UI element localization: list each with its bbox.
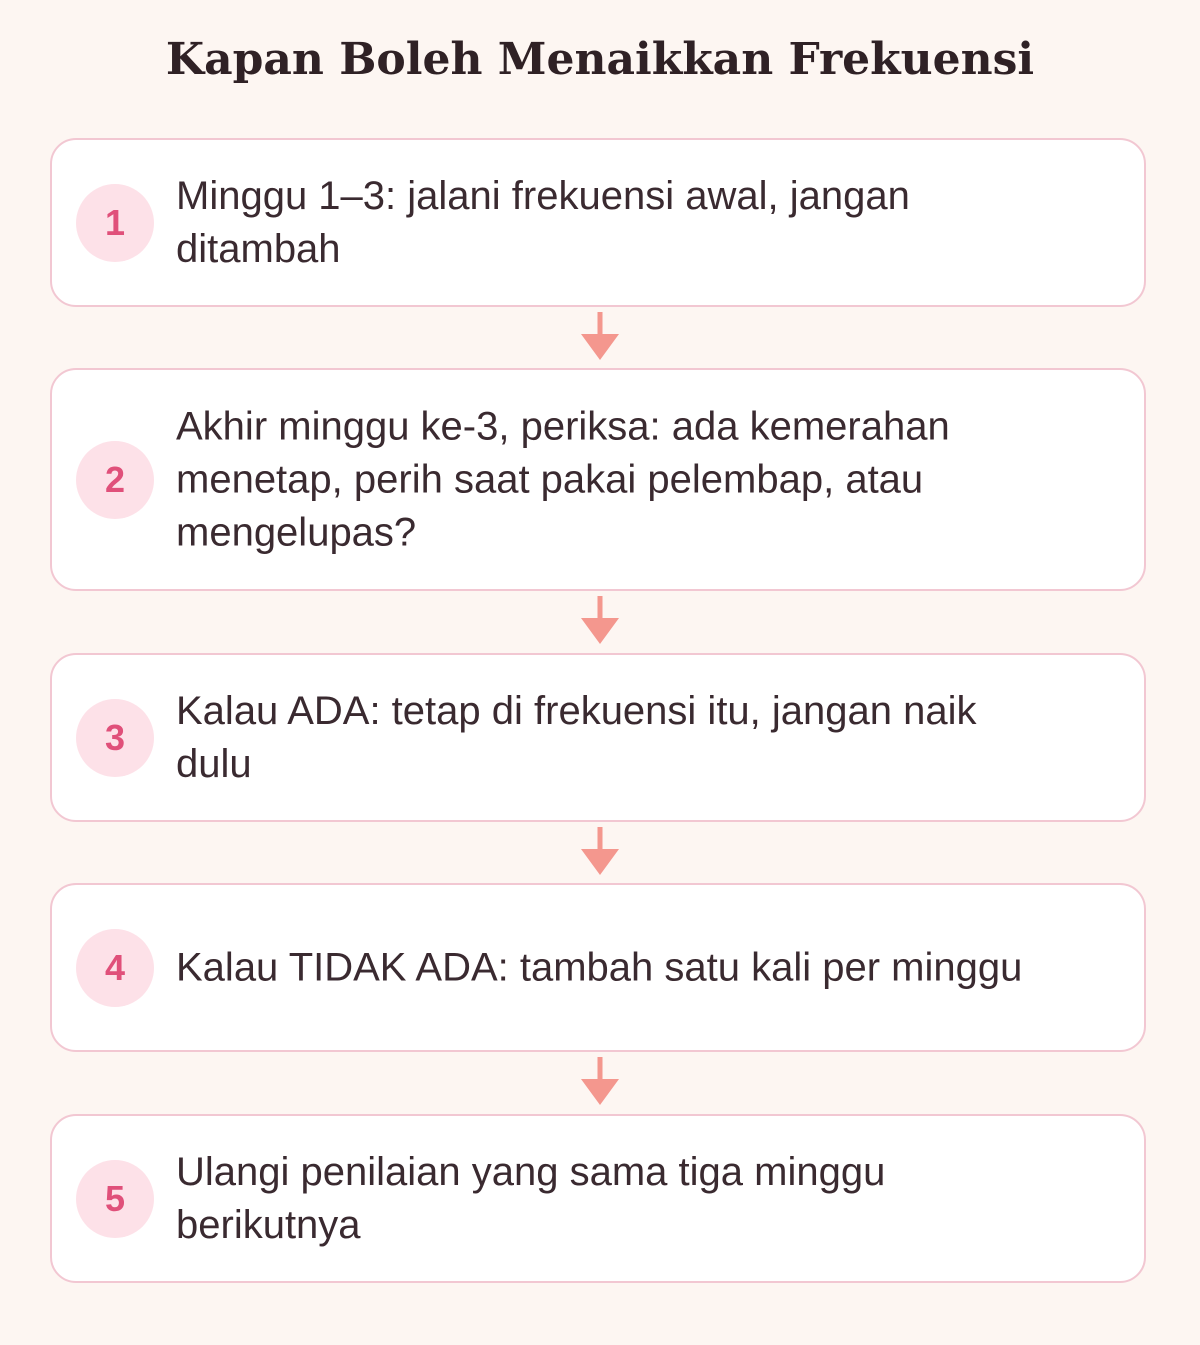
- arrow-down-icon: [579, 310, 621, 362]
- step-card-4: [50, 883, 1146, 1052]
- step-card-2: [50, 368, 1146, 591]
- arrow-down-icon: [579, 1055, 621, 1107]
- step-text: Akhir minggu ke-3, periksa: ada kemerahan menetap, perih saat pakai pelembap, atau mengelupas?: [176, 404, 950, 554]
- step-number-badge: 1: [76, 184, 154, 262]
- step-text: Minggu 1–3: jalani frekuensi awal, jangan ditambah: [176, 173, 910, 271]
- step-text: Kalau ADA: tetap di frekuensi itu, jangan naik dulu: [176, 688, 977, 786]
- diagram-title: Kapan Boleh Menaikkan Frekuensi: [165, 34, 1035, 85]
- step-number-badge: 3: [76, 699, 154, 777]
- step-number-badge: 4: [76, 929, 154, 1007]
- step-number-badge: 2: [76, 441, 154, 519]
- arrow-down-icon: [579, 825, 621, 877]
- step-text: Ulangi penilaian yang sama tiga minggu berikutnya: [176, 1149, 886, 1247]
- arrow-down-icon: [579, 594, 621, 646]
- step-card-5: [50, 1114, 1146, 1283]
- step-number-badge: 5: [76, 1160, 154, 1238]
- step-card-1: [50, 138, 1146, 307]
- step-text: Kalau TIDAK ADA: tambah satu kali per minggu: [176, 945, 1023, 989]
- step-card-3: [50, 653, 1146, 822]
